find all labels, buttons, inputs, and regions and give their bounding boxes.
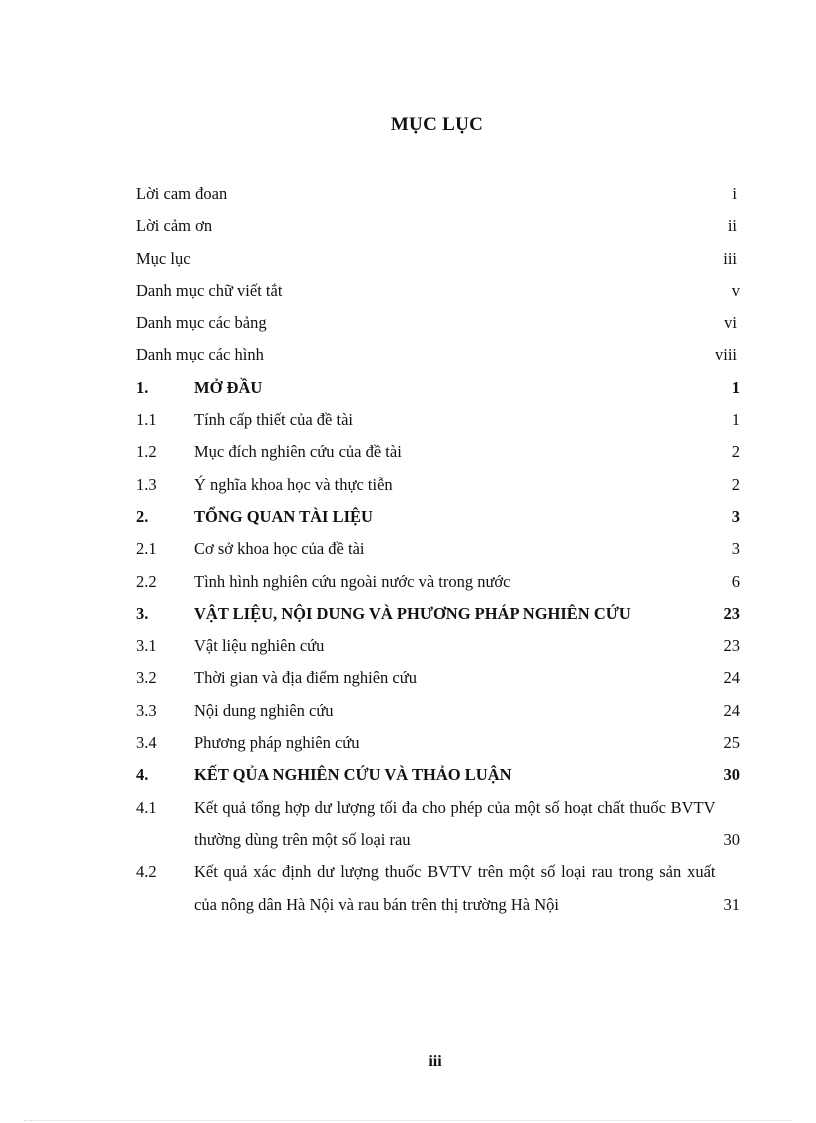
toc-row-chapter-3 bbox=[136, 598, 740, 630]
toc-entry-page: v bbox=[731, 280, 740, 300]
toc-entry-number: 4.1 bbox=[136, 797, 157, 817]
toc-entry-number: 3.1 bbox=[136, 636, 157, 656]
toc-entry-title: Mục đích nghiên cứu của đề tài bbox=[194, 442, 402, 462]
toc-entry-page: 25 bbox=[723, 733, 740, 753]
toc-entry-number: 3. bbox=[136, 603, 149, 623]
toc-entry-title: Nội dung nghiên cứu bbox=[194, 700, 334, 720]
table-of-contents bbox=[136, 178, 740, 921]
toc-row-section-4-1 bbox=[136, 792, 740, 857]
toc-entry-page: 2 bbox=[731, 442, 740, 462]
page-title: MỤC LỤC bbox=[390, 114, 484, 135]
toc-entry-title: Kết quả xác định dư lượng thuốc BVTV trên một số loại rau trong sản xuất của nông dân Hà Nội và rau bán trên thị trường Hà Nội bbox=[194, 862, 716, 914]
toc-entry-title: Cơ sở khoa học của đề tài bbox=[194, 539, 365, 559]
toc-row-section-1-1 bbox=[136, 404, 740, 436]
toc-entry-page: 1 bbox=[731, 410, 740, 430]
toc-entry-page: viii bbox=[714, 345, 737, 365]
toc-entry-number: 4. bbox=[136, 765, 149, 785]
toc-row-front-2 bbox=[136, 210, 740, 242]
toc-entry-title: Ý nghĩa khoa học và thực tiễn bbox=[194, 474, 393, 494]
toc-entry-title: Danh mục các hình bbox=[136, 345, 264, 365]
page-number: iii bbox=[428, 1053, 442, 1070]
toc-row-section-1-2 bbox=[136, 436, 740, 468]
toc-entry-page: 30 bbox=[723, 829, 740, 849]
toc-entry-title: Kết quả tổng hợp dư lượng tối đa cho phép của một số hoạt chất thuốc BVTV thường dùng trên một số loại rau bbox=[194, 797, 716, 849]
toc-entry-title: Tình hình nghiên cứu ngoài nước và trong nước bbox=[194, 571, 511, 591]
toc-entry-title: KẾT QỦA NGHIÊN CỨU VÀ THẢO LUẬN bbox=[194, 765, 512, 785]
toc-entry-page: ii bbox=[727, 216, 737, 236]
toc-row-chapter-2 bbox=[136, 501, 740, 533]
toc-entry-number: 2.1 bbox=[136, 539, 157, 559]
toc-entry-page: 23 bbox=[723, 636, 740, 656]
toc-entry-page: 3 bbox=[731, 539, 740, 559]
toc-row-section-1-3 bbox=[136, 469, 740, 501]
toc-row-chapter-4 bbox=[136, 759, 740, 791]
toc-row-section-4-2 bbox=[136, 856, 740, 921]
toc-entry-page: vi bbox=[724, 313, 737, 333]
toc-entry-page: 31 bbox=[723, 894, 740, 914]
toc-row-front-6 bbox=[136, 339, 740, 371]
toc-entry-page: 1 bbox=[731, 377, 740, 397]
toc-row-front-1 bbox=[136, 178, 740, 210]
toc-entry-title: Danh mục các bảng bbox=[136, 313, 267, 333]
toc-entry-page: 2 bbox=[731, 474, 740, 494]
toc-entry-title: Thời gian và địa điểm nghiên cứu bbox=[194, 668, 417, 688]
toc-row-front-3 bbox=[136, 243, 740, 275]
page-bottom-divider bbox=[24, 1120, 792, 1121]
toc-row-front-5 bbox=[136, 307, 740, 339]
toc-entry-page: 3 bbox=[731, 506, 740, 526]
toc-row-section-3-4 bbox=[136, 727, 740, 759]
toc-entry-title: Lời cam đoan bbox=[136, 184, 228, 203]
toc-entry-number: 4.2 bbox=[136, 862, 157, 882]
toc-entry-title: Vật liệu nghiên cứu bbox=[194, 636, 325, 656]
toc-row-section-3-2 bbox=[136, 662, 740, 694]
toc-entry-number: 1.1 bbox=[136, 410, 157, 430]
toc-row-chapter-1 bbox=[136, 372, 740, 404]
toc-row-front-4 bbox=[136, 275, 740, 307]
toc-entry-page: iii bbox=[723, 248, 737, 268]
toc-entry-page: 23 bbox=[723, 603, 740, 623]
toc-row-section-3-3 bbox=[136, 695, 740, 727]
toc-entry-number: 3.4 bbox=[136, 733, 157, 753]
toc-entry-page: 6 bbox=[731, 571, 740, 591]
toc-entry-number: 1. bbox=[136, 377, 149, 397]
toc-entry-page: 24 bbox=[723, 668, 740, 688]
toc-entry-page: 24 bbox=[723, 700, 740, 720]
toc-entry-number: 1.3 bbox=[136, 474, 157, 494]
toc-entry-title: Danh mục chữ viết tắt bbox=[136, 280, 283, 300]
toc-entry-number: 3.2 bbox=[136, 668, 157, 688]
toc-entry-title: Phương pháp nghiên cứu bbox=[194, 733, 360, 753]
toc-entry-title: Lời cảm ơn bbox=[136, 216, 213, 236]
toc-entry-title: Mục lục bbox=[136, 248, 191, 268]
toc-row-section-3-1 bbox=[136, 630, 740, 662]
toc-entry-title: MỞ ĐẦU bbox=[194, 377, 263, 397]
toc-entry-title: VẬT LIỆU, NỘI DUNG VÀ PHƯƠNG PHÁP NGHIÊN CỨU bbox=[194, 603, 631, 623]
toc-entry-number: 1.2 bbox=[136, 442, 157, 462]
toc-entry-title: TỔNG QUAN TÀI LIỆU bbox=[194, 506, 373, 526]
toc-entry-page: i bbox=[732, 184, 737, 203]
toc-entry-title: Tính cấp thiết của đề tài bbox=[194, 410, 353, 430]
toc-entry-number: 3.3 bbox=[136, 700, 157, 720]
toc-row-section-2-1 bbox=[136, 533, 740, 565]
toc-entry-number: 2. bbox=[136, 506, 149, 526]
toc-entry-page: 30 bbox=[723, 765, 740, 785]
toc-entry-number: 2.2 bbox=[136, 571, 157, 591]
toc-row-section-2-2 bbox=[136, 566, 740, 598]
